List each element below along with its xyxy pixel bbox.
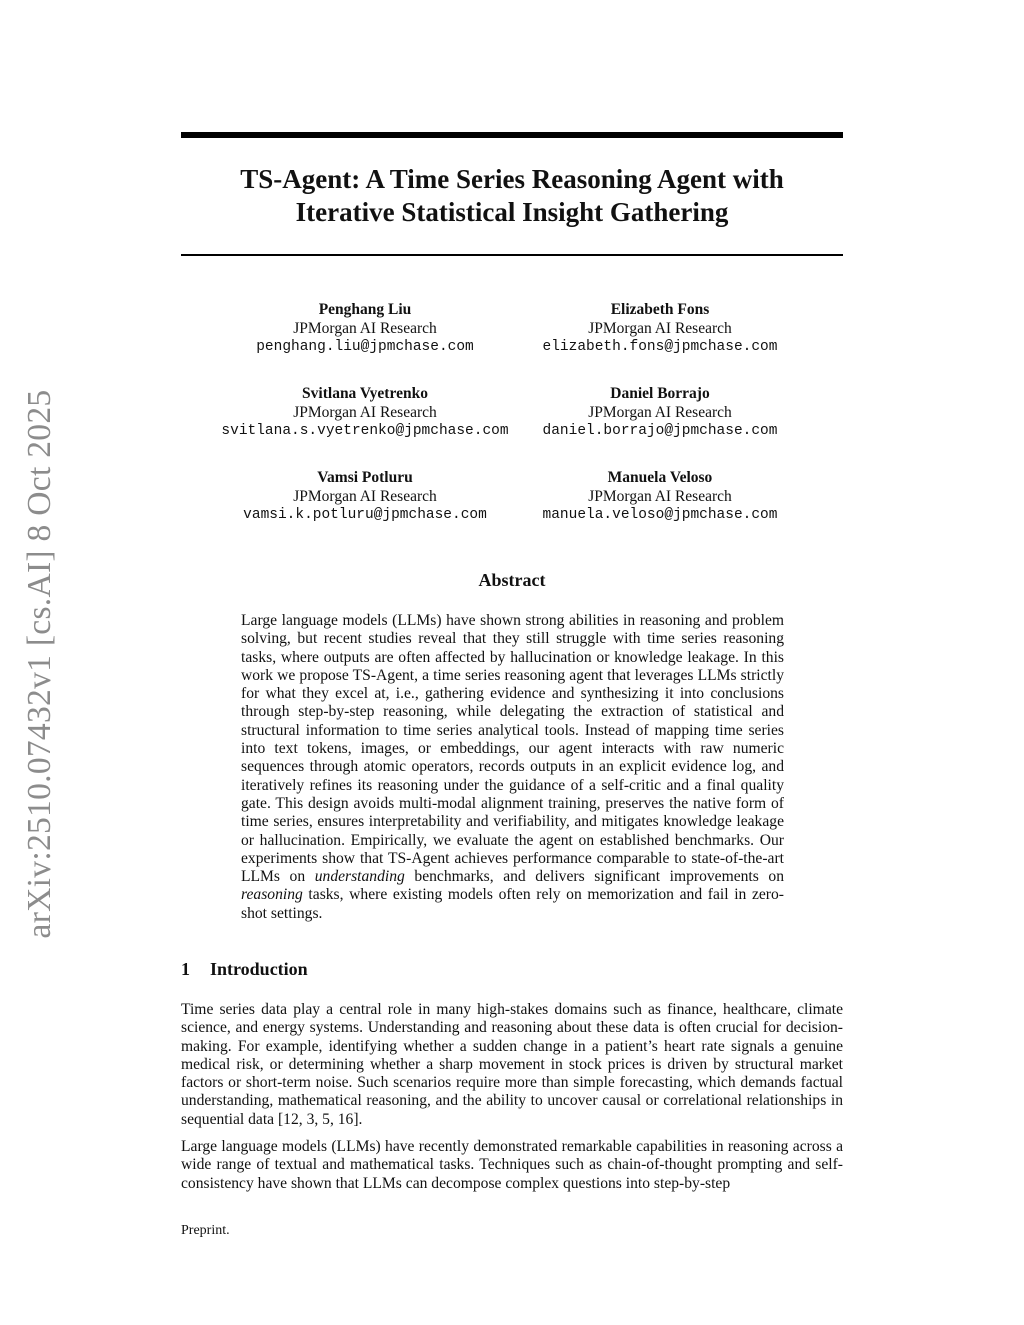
intro-paragraph: Time series data play a central role in many high-stakes domains such as finance, healthcare, climate science, and energy systems. Understanding and reasoning about these data is often crucial for decision-making. For example, identifying whether a sudden change in a patient’s heart rate signals a genuine medical risk, or determining whether a sharp movement in stock prices is driven by structural market factors or short-term noise. Such scenarios require more than simple forecasting, which demands factual understanding, mathematical reasoning, and the ability to uncover causal or correlational relationships in sequential data [12, 3, 5, 16]. (181, 1001, 843, 1128)
abstract-text-part: tasks, where existing models often rely on memorization and fail in zero-shot settings. (241, 886, 784, 922)
author-affiliation: JPMorgan AI Research (588, 403, 732, 421)
section-title: Introduction (210, 959, 308, 979)
author-affiliation: JPMorgan AI Research (293, 487, 437, 505)
paper-title (181, 163, 843, 229)
author-block (200, 469, 530, 525)
title-bottom-rule (181, 254, 843, 256)
author-email: elizabeth.fons@jpmchase.com (542, 339, 778, 355)
author-email: daniel.borrajo@jpmchase.com (542, 423, 778, 439)
author-name: Svitlana Vyetrenko (302, 385, 428, 402)
author-affiliation: JPMorgan AI Research (293, 319, 437, 337)
abstract-text (241, 612, 784, 923)
author-email: svitlana.s.vyetrenko@jpmchase.com (221, 423, 509, 439)
author-name: Penghang Liu (318, 301, 412, 318)
abstract-text-part: benchmarks, and delivers significant improvements on (404, 868, 784, 886)
paper-title-line-2: Iterative Statistical Insight Gathering (295, 197, 729, 227)
abstract-text-part: Large language models (LLMs) have shown strong abilities in reasoning and problem solving, but recent studies reveal that they still struggle with time series reasoning tasks, where outputs are often affected by hallucination or knowledge leakage. In this work we propose TS-Agent, a time series reasoning agent that leverages LLMs strictly for what they excel at, i.e., gathering evidence and synthesizing it into conclusions through step-by-step reasoning, while delegating the extraction of statistical and structural information to time series analytical tools. Instead of mapping time series into text tokens, images, or embeddings, our agent interacts with raw numeric sequences through atomic operators, records outputs in an explicit evidence log, and iteratively refines its reasoning under the guidance of a self-critic and a final quality gate. This design avoids multi-modal alignment training, preserves the native form of time series, ensures interpretability and verifiability, and mitigates knowledge leakage or hallucination. Empirically, we evaluate the agent on established benchmarks. Our experiments show that TS-Agent achieves performance comparable to state-of-the-art LLMs on (241, 612, 784, 886)
section-heading (181, 959, 308, 980)
author-name: Vamsi Potluru (317, 469, 413, 486)
author-name: Daniel Borrajo (610, 385, 710, 402)
abstract-heading: Abstract (478, 570, 546, 590)
title-top-rule (181, 132, 843, 138)
author-block (200, 385, 530, 441)
author-block (200, 301, 530, 357)
author-affiliation: JPMorgan AI Research (588, 319, 732, 337)
section-number: 1 (181, 959, 190, 979)
paper-title-line-1: TS-Agent: A Time Series Reasoning Agent with (240, 164, 784, 194)
author-name: Manuela Veloso (607, 469, 713, 486)
author-email: penghang.liu@jpmchase.com (256, 339, 474, 355)
footer-note: Preprint. (181, 1223, 230, 1238)
author-name: Elizabeth Fons (610, 301, 710, 318)
author-email: manuela.veloso@jpmchase.com (542, 507, 778, 523)
intro-paragraph: Large language models (LLMs) have recently demonstrated remarkable capabilities in reasoning across a wide range of textual and mathematical tasks. Techniques such as chain-of-thought prompting and self-consistency have shown that LLMs can decompose complex questions into step-by-step (181, 1138, 843, 1192)
abstract-emphasis: reasoning (241, 886, 303, 904)
author-block (495, 385, 825, 441)
author-block (495, 469, 825, 525)
author-affiliation: JPMorgan AI Research (588, 487, 732, 505)
arxiv-identifier-text: arXiv:2510.07432v1 [cs.AI] 8 Oct 2025 (21, 389, 58, 939)
abstract-emphasis: understanding (314, 868, 405, 886)
author-email: vamsi.k.potluru@jpmchase.com (243, 507, 487, 523)
author-affiliation: JPMorgan AI Research (293, 403, 437, 421)
author-block (495, 301, 825, 357)
